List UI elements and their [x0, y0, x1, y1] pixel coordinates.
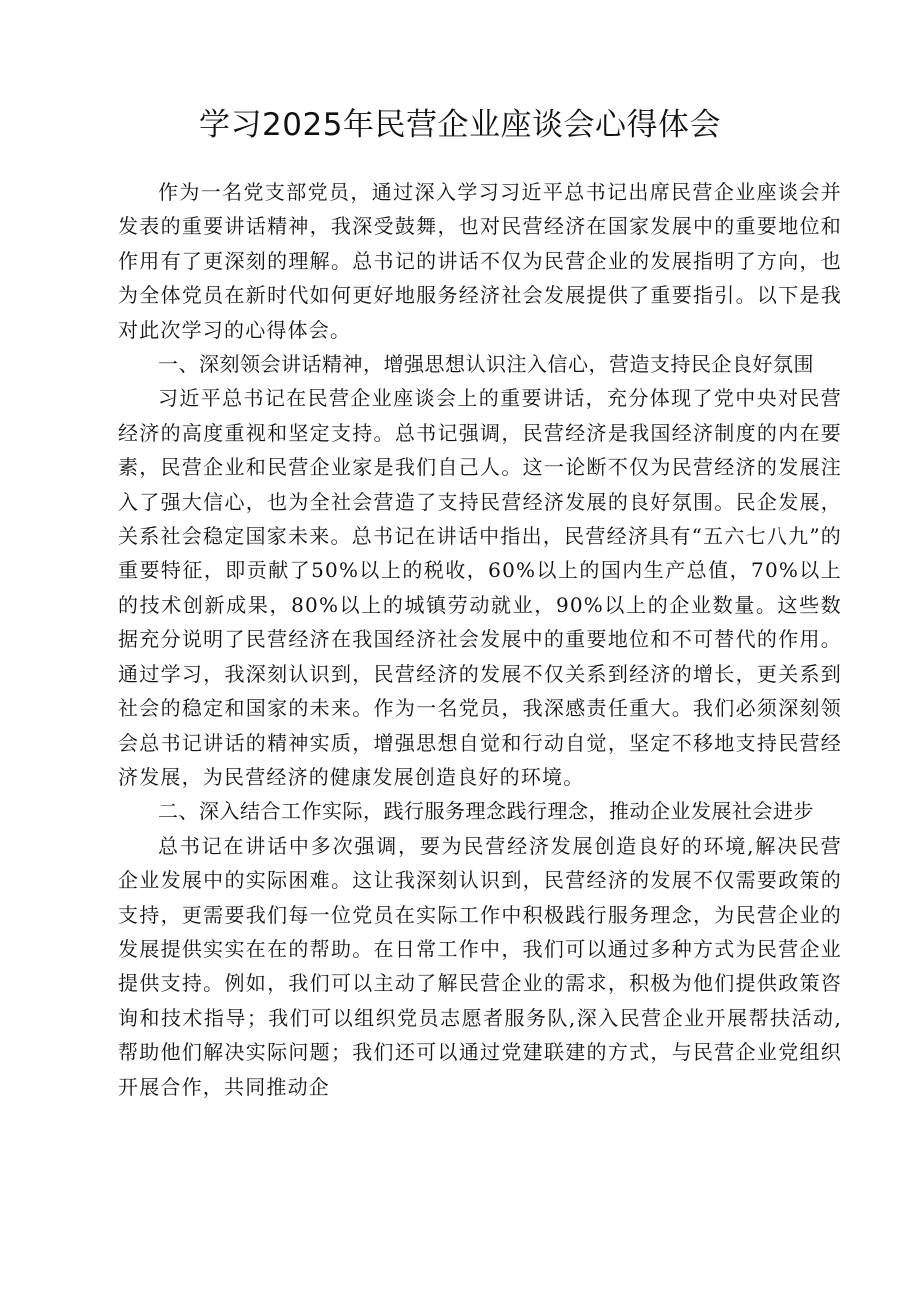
section-paragraph: 总书记在讲话中多次强调，要为民营经济发展创造良好的环境,解决民营企业发展中的实际困难。这让我深刻认识到，民营经济的发展不仅需要政策的支持，更需要我们每一位党员在实际工作中积极践行服务理念，为民营企业的发展提供实实在在的帮助。在日常工作中，我们可以通过多种方式为民营企业提供支持。例如，我们可以主动了解民营企业的需求，积极为他们提供政策咨询和技术指导；我们可以组织党员志愿者服务队,深入民营企业开展帮扶活动,帮助他们解决实际问题；我们还可以通过党建联建的方式，与民营企业党组织开展合作，共同推动企: [118, 833, 842, 1099]
document-title: 学习2025年民营企业座谈会心得体会: [199, 107, 721, 143]
intro-paragraph: 作为一名党支部党员，通过深入学习习近平总书记出席民营企业座谈会并发表的重要讲话精神，我深受鼓舞，也对民营经济在国家发展中的重要地位和作用有了更深刻的理解。总书记的讲话不仅为民营企业的发展指明了方向，也为全体党员在新时代如何更好地服务经济社会发展提供了重要指引。以下是我对此次学习的心得体会。: [118, 180, 842, 342]
section-2: [118, 794, 842, 1104]
section-paragraph: 习近平总书记在民营企业座谈会上的重要讲话，充分体现了党中央对民营经济的高度重视和坚定支持。总书记强调，民营经济是我国经济制度的内在要素，民营企业和民营企业家是我们自己人。这一论断不仅为民营经济的发展注入了强大信心，也为全社会营造了支持民营经济发展的良好氛围。民企发展，关系社会稳定国家未来。总书记在讲话中指出，民营经济具有“五六七八九”的重要特征，即贡献了50%以上的税收，60%以上的国内生产总值，70%以上的技术创新成果，80%以上的城镇劳动就业，90%以上的企业数量。这些数据充分说明了民营经济在我国经济社会发展中的重要地位和不可替代的作用。通过学习，我深刻认识到，民营经济的发展不仅关系到经济的增长，更关系到社会的稳定和国家的未来。作为一名党员，我深感责任重大。我们必须深刻领会总书记讲话的精神实质，增强思想自觉和行动自觉，坚定不移地支持民营经济发展，为民营经济的健康发展创造良好的环境。: [118, 386, 842, 789]
section-1: [118, 347, 842, 794]
section-heading: 一、深刻领会讲话精神，增强思想认识注入信心，营造支持民企良好氛围: [158, 352, 814, 377]
document-body: [118, 175, 842, 1104]
section-heading: 二、深入结合工作实际，践行服务理念践行理念，推动企业发展社会进步: [158, 799, 814, 824]
